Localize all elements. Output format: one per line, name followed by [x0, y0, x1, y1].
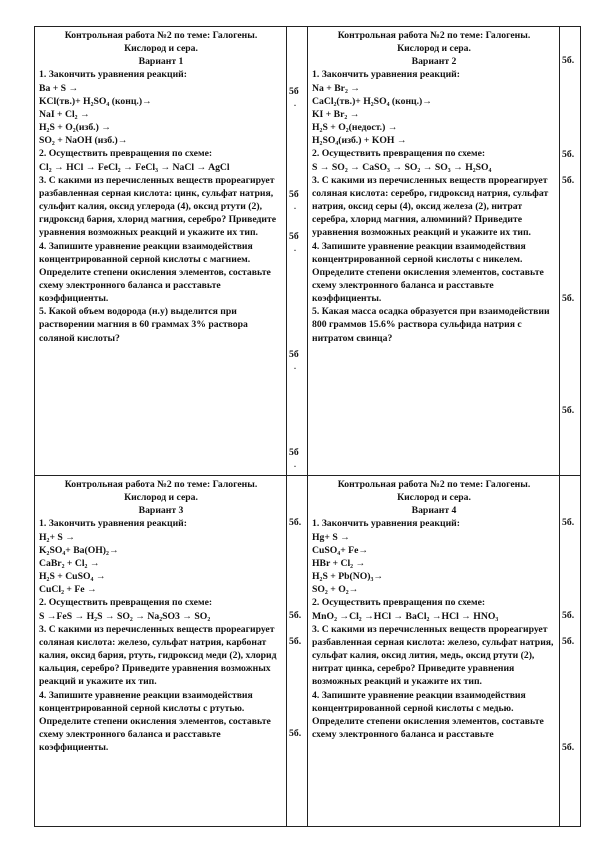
variant-3-cell: [35, 476, 287, 827]
variant-3-score-task4: 5б.: [289, 728, 302, 739]
variant-3-scheme: S →FeS → H₂S → SO₂ → Na₂SO3 → SO₂: [39, 610, 211, 622]
variant-1-task4: 4. Запишите уравнение реакции взаимодействия концентрированной серной кислоты с магнием. Определите степени окисления элементов, составьте схему электронного баланса и расставьте коэффициенты.: [39, 240, 271, 305]
variant-2-header-line2: Кислород и сера.: [397, 43, 471, 55]
variant-1-scheme: Cl₂ → HCl → FeCl₂ → FeCl₃ → NaCl → AgCl: [39, 161, 230, 173]
test-sheet: [34, 26, 580, 826]
variant-4-score-task2: 5б.: [562, 610, 575, 621]
variant-4-task4: 4. Запишите уравнение реакции взаимодействия концентрированной серной кислоты с медью. Определите степени окисления элементов, составьте схему электронного баланса и расставьте: [312, 689, 544, 740]
variant-1-score-task1-dot: .: [294, 99, 296, 108]
variant-4-header-line2: Кислород и сера.: [397, 492, 471, 504]
variant-3-eq2: K₂SO₄+ Ba(OH)₂→: [39, 544, 119, 556]
variant-1-task2-title: 2. Осуществить превращения по схеме:: [39, 148, 213, 160]
variant-2-label: Вариант 2: [411, 56, 457, 68]
variant-2-eq1: Na + Br₂ →: [312, 82, 360, 94]
variant-4-score-task1: 5б.: [562, 517, 575, 528]
variant-4-score-task4: 5б.: [562, 742, 575, 753]
variant-3-task4: 4. Запишите уравнение реакции взаимодействия концентрированной серной кислоты с ртутью. Определите степени окисления элементов, составьте схему электронного баланса и расставьте коэффициенты.: [39, 689, 271, 754]
variant-3-eq5: CuCl₂ + Fe →: [39, 584, 97, 596]
variant-2-task4: 4. Запишите уравнение реакции взаимодействия концентрированной серной кислоты с никелем. Определите степени окисления элементов, составьте схему электронного баланса и расставьте коэффициенты.: [312, 240, 544, 305]
variant-1-eq5: SO₂ + NaOH (изб.)→: [39, 135, 128, 147]
variant-2-task3: 3. С какими из перечисленных веществ прореагирует соляная кислота: серебро, гидроксид натрия, сульфат натрия, оксид серы (4), оксид железа (2), нитрат серебра, хлорид магния, алюминий? Приведите уравнения возможных реакций и укажите их тип.: [312, 174, 549, 239]
variant-3-scores: [287, 476, 308, 827]
variant-3-label: Вариант 3: [138, 505, 184, 517]
variant-1-score-task5-dot: .: [294, 460, 296, 469]
variant-1-score-task4: 5б: [289, 349, 299, 360]
variant-2-eq3: KI + Br₂ →: [312, 108, 360, 120]
variant-1-scores: [287, 27, 308, 476]
variant-2-scores: [560, 27, 581, 476]
variant-4-eq4: H₂S + Pb(NO)₃→: [312, 571, 384, 583]
variant-2-cell: [308, 27, 560, 476]
variant-1-header-line2: Кислород и сера.: [124, 43, 198, 55]
variant-1-eq4: H₂S + O₂(изб.) →: [39, 122, 111, 134]
variant-2-score-task1: 5б.: [562, 149, 575, 160]
variant-4-scores: [560, 476, 581, 827]
variant-2-task2-title: 2. Осуществить превращения по схеме:: [312, 148, 486, 160]
variant-1-task1-title: 1. Закончить уравнения реакций:: [39, 69, 187, 81]
variant-4-task2-title: 2. Осуществить превращения по схеме:: [312, 597, 486, 609]
variant-4-header-line1: Контрольная работа №2 по теме: Галогены.: [337, 479, 531, 490]
variant-4-eq2: CuSO₄+ Fe→: [312, 544, 369, 556]
variant-1-header-line1: Контрольная работа №2 по теме: Галогены.: [64, 30, 258, 41]
variant-4-eq5: SO₂ + O₂→: [312, 584, 359, 596]
variant-3-score-task3: 5б.: [289, 636, 302, 647]
variant-3-eq4: H₂S + CuSO₄ →: [39, 571, 106, 583]
variant-1-score-task2-dot: .: [294, 202, 296, 211]
variant-3-eq1: H₂+ S →: [39, 531, 75, 543]
variant-2-eq5: H₂SO₄(изб.) + KOH →: [312, 135, 407, 147]
variant-3-eq3: CaBr₂ + Cl₂ →: [39, 557, 100, 569]
variant-3-header-line1: Контрольная работа №2 по теме: Галогены.: [64, 479, 258, 490]
variant-1-eq2: KCl(тв.)+ H₂SO₄ (конц.)→: [39, 95, 152, 107]
variant-3-score-task2: 5б.: [289, 610, 302, 621]
variant-2-score-task4: 5б.: [562, 293, 575, 304]
variant-4-score-task3: 5б.: [562, 636, 575, 647]
variant-2-scheme: S → SO₂ → CaSO₃ → SO₂ → SO₃ → H₂SO₄: [312, 161, 492, 173]
variant-2-header-line1: Контрольная работа №2 по теме: Галогены.: [337, 30, 531, 41]
variant-4-scheme: MnO₂ →Cl₂ →HCl → BaCl₂ →HCl → HNO₃: [312, 610, 499, 622]
variant-1-task3: 3. С какими из перечисленных веществ прореагирует разбавленная серная кислота: цинк, сульфат натрия, сульфит калия, оксид углерода (4), оксид ртути (2), гидроксид бария, хлорид магния, серебро? Приведите уравнения возможных реакций и укажите их тип.: [39, 174, 277, 239]
variant-1-score-task1: 5б: [289, 86, 299, 97]
variants-table: [34, 26, 581, 827]
variant-3-header-line2: Кислород и сера.: [124, 492, 198, 504]
variant-2-task5: 5. Какая масса осадка образуется при взаимодействии 800 граммов 15.6% раствора сульфида натрия с нитратом свинца?: [312, 306, 550, 344]
variant-2-score-task5: 5б.: [562, 405, 575, 416]
variant-1-eq1: Ba + S →: [39, 82, 79, 94]
variant-3-task3: 3. С какими из перечисленных веществ прореагирует соляная кислота: железо, сульфат натрия, карбонат калия, оксид бария, ртуть, гидроксид меди (2), хлорид кальция, серебро? Приведите уравнения возможных реакций и укажите их тип.: [39, 623, 277, 688]
variant-4-task1-title: 1. Закончить уравнения реакций:: [312, 518, 460, 530]
variant-2-task1-title: 1. Закончить уравнения реакций:: [312, 69, 460, 81]
variant-1-task5: 5. Какой объем водорода (н.у) выделится при растворении магния в 60 граммах 3% раствора соляной кислоты?: [39, 306, 248, 344]
variant-1-eq3: NaI + Cl₂ →: [39, 108, 90, 120]
variant-4-cell: [308, 476, 560, 827]
variant-1-score-task5: 5б: [289, 447, 299, 458]
variant-1-score-task4-dot: .: [294, 362, 296, 371]
variant-4-eq3: HBr + Cl₂ →: [312, 557, 366, 569]
variant-4-eq1: Hg+ S →: [312, 531, 350, 543]
variant-3-task2-title: 2. Осуществить превращения по схеме:: [39, 597, 213, 609]
variant-1-cell: [35, 27, 287, 476]
variant-1-score-task3-dot: .: [294, 244, 296, 253]
variant-4-label: Вариант 4: [411, 505, 457, 517]
variant-2-eq4: H₂S + O₂(недост.) →: [312, 122, 398, 134]
variant-2-eq2: CaCl₂(тв.)+ H₂SO₄ (конц.)→: [312, 95, 432, 107]
variant-1-label: Вариант 1: [138, 56, 184, 68]
variant-3-score-task1: 5б.: [289, 517, 302, 528]
variant-4-task3: 3. С какими из перечисленных веществ прореагирует разбавленная серная кислота: железо, сульфат натрия, сульфат калия, оксид лития, медь, оксид ртути (2), нитрат цинка, серебро? Приведите уравнения возможных реакций и укажите их тип.: [312, 623, 554, 688]
variant-2-score-total: 5б.: [562, 55, 575, 66]
variant-1-score-task2: 5б: [289, 189, 299, 200]
variant-3-task1-title: 1. Закончить уравнения реакций:: [39, 518, 187, 530]
variant-1-score-task3: 5б: [289, 231, 299, 242]
variant-2-score-task2: 5б.: [562, 175, 575, 186]
